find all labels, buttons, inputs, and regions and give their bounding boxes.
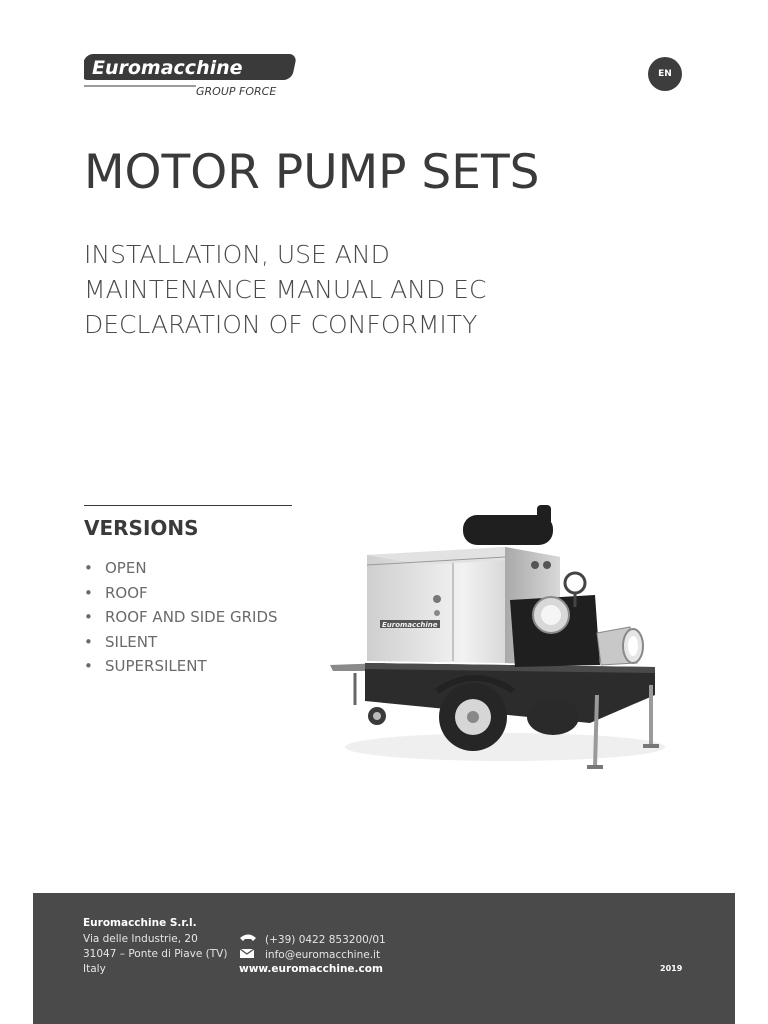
version-label: OPEN xyxy=(105,559,147,577)
list-item: • SILENT xyxy=(84,632,158,651)
address-line: Italy xyxy=(83,963,106,975)
document-subtitle xyxy=(84,237,644,342)
list-item: • ROOF xyxy=(84,583,148,602)
version-label: SUPERSILENT xyxy=(105,657,207,675)
product-nameplate-label: Euromacchine xyxy=(382,621,438,629)
subtitle-line: DECLARATION OF CONFORMITY xyxy=(84,310,478,339)
list-item: • OPEN xyxy=(84,559,147,577)
email-icon xyxy=(239,948,265,962)
email-contact[interactable] xyxy=(239,948,380,962)
brand-logo-graphic xyxy=(84,50,304,100)
email-address: info@euromacchine.it xyxy=(265,949,381,961)
list-item: • ROOF AND SIDE GRIDS xyxy=(84,608,278,626)
section-divider xyxy=(84,505,292,506)
phone-contact[interactable] xyxy=(239,933,386,947)
footer xyxy=(33,893,735,1024)
list-item: • SUPERSILENT xyxy=(84,657,207,675)
brand-name: Euromacchine xyxy=(92,57,243,79)
brand-tagline: GROUP FORCE xyxy=(196,85,277,98)
company-name: Euromacchine S.r.l. xyxy=(83,917,197,929)
versions-heading: VERSIONS xyxy=(84,516,199,540)
versions-list xyxy=(84,556,278,679)
subtitle-line: MAINTENANCE MANUAL AND EC xyxy=(84,275,487,304)
subtitle-line: INSTALLATION, USE AND xyxy=(84,240,390,269)
version-label: SILENT xyxy=(105,632,158,651)
address-line: Via delle Industrie, 20 xyxy=(83,933,198,945)
publication-year: 2019 xyxy=(660,964,683,973)
address-line: 31047 – Ponte di Piave (TV) xyxy=(83,948,228,960)
website-link[interactable]: www.euromacchine.com xyxy=(239,963,383,975)
product-image xyxy=(325,495,670,780)
document-title: MOTOR PUMP SETS xyxy=(84,145,540,200)
phone-icon xyxy=(239,933,265,947)
brand-logo xyxy=(84,50,304,100)
version-label: ROOF xyxy=(105,583,148,602)
motor-pump-trailer-illustration xyxy=(325,495,670,780)
phone-number: (+39) 0422 853200/01 xyxy=(265,934,386,946)
version-label: ROOF AND SIDE GRIDS xyxy=(105,608,278,626)
language-badge[interactable]: EN xyxy=(648,57,682,91)
